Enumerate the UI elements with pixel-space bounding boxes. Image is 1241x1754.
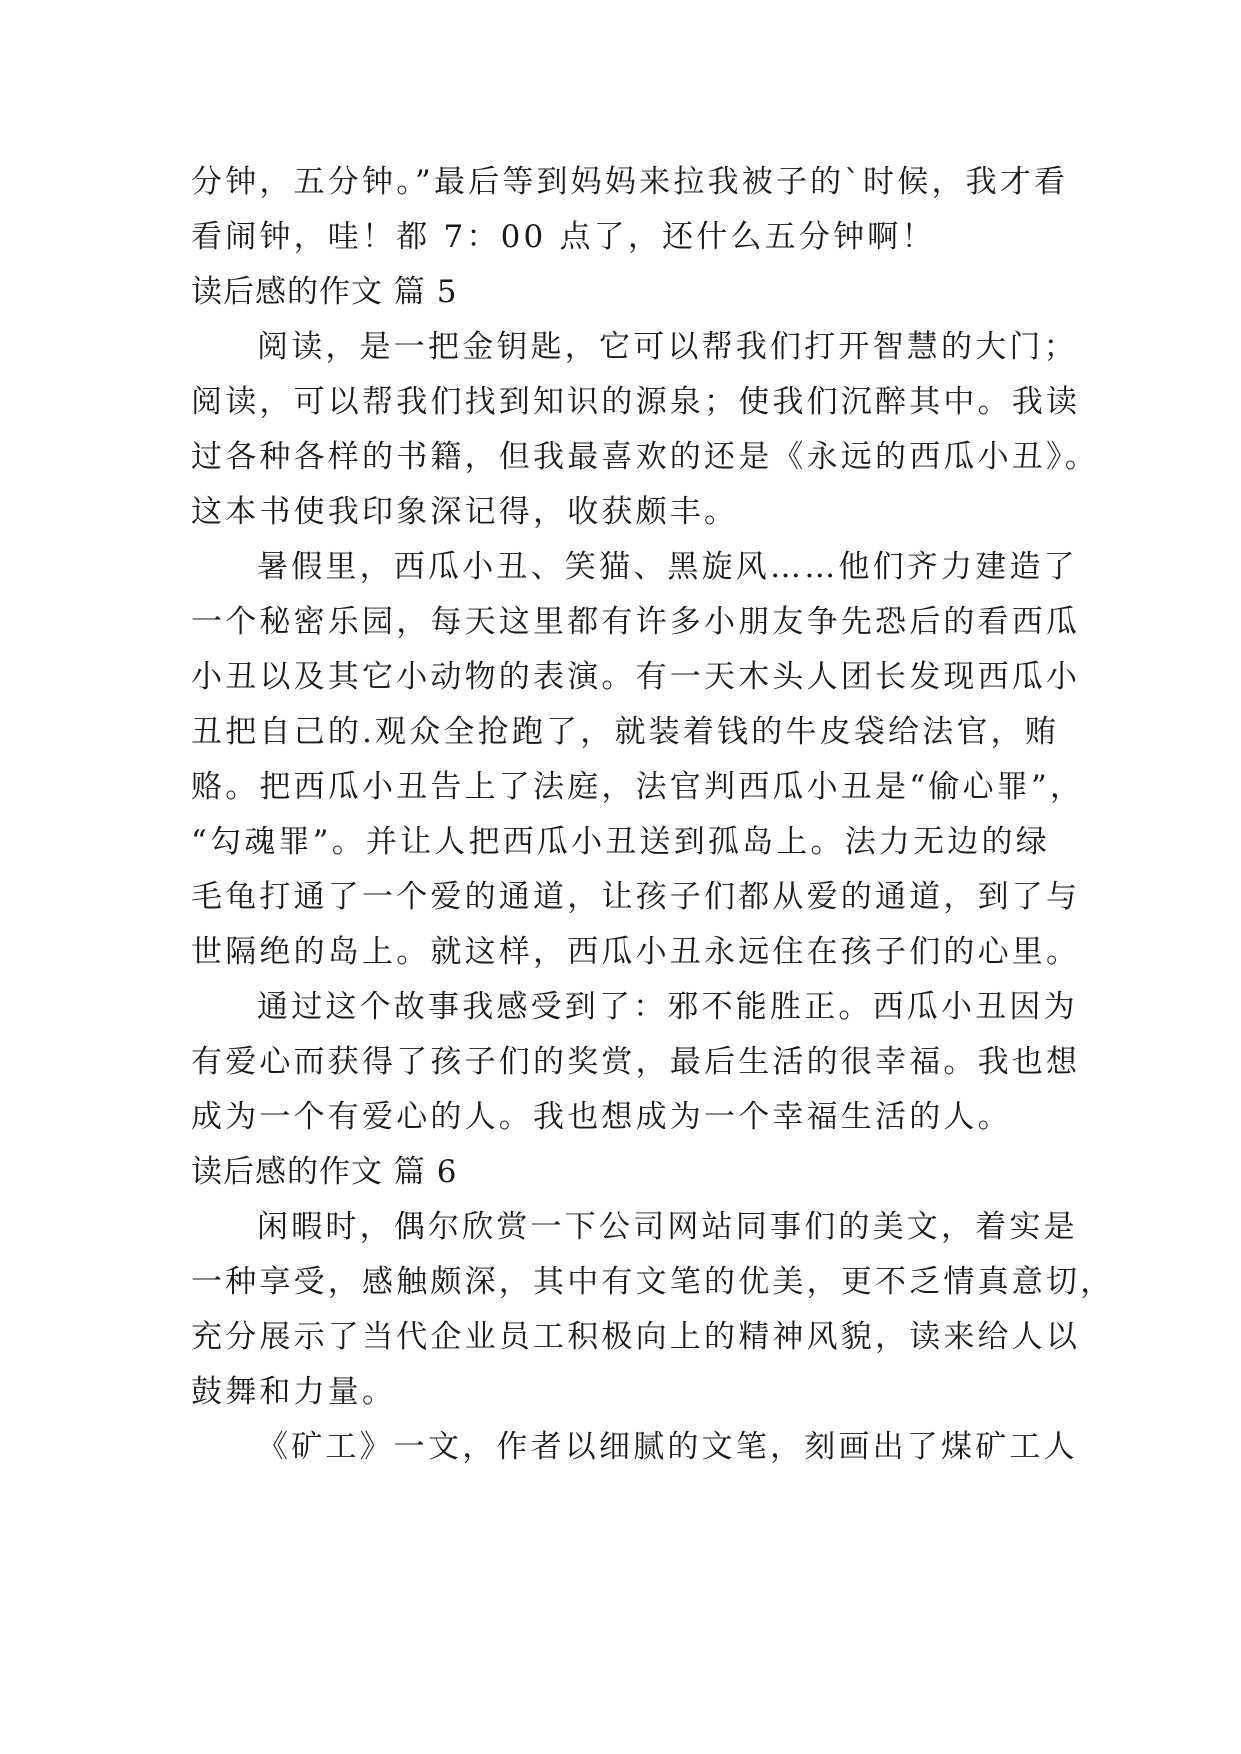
text-line: 一个秘密乐园，每天这里都有许多小朋友争先恐后的看西瓜 (191, 604, 1081, 640)
text-line: 过各种各样的书籍，但我最喜欢的还是《永远的西瓜小丑》。 (191, 439, 1099, 475)
text-line: 赂。把西瓜小丑告上了法庭，法官判西瓜小丑是“偷心罪”， (191, 769, 1085, 805)
text-line: 一种享受，感触颇深，其中有文笔的优美，更不乏情真意切， (191, 1264, 1115, 1300)
text-line: 《矿工》一文，作者以细腻的文笔，刻画出了煤矿工人 (257, 1429, 1078, 1465)
text-line: 看闹钟，哇！都 7：00 点了，还什么五分钟啊！ (191, 219, 936, 255)
text-line: 成为一个有爱心的人。我也想成为一个幸福生活的人。 (191, 1099, 1012, 1135)
document-page (191, 155, 1115, 1475)
text-line: 小丑以及其它小动物的表演。有一天木头人团长发现西瓜小 (191, 659, 1081, 695)
text-line: 暑假里，西瓜小丑、笑猫、黑旋风……他们齐力建造了 (257, 549, 1078, 585)
text-line: 世隔绝的岛上。就这样，西瓜小丑永远住在孩子们的心里。 (191, 934, 1081, 970)
text-line: 闲暇时，偶尔欣赏一下公司网站同事们的美文，着实是 (257, 1209, 1078, 1245)
text-line: 通过这个故事我感受到了：邪不能胜正。西瓜小丑因为 (257, 989, 1078, 1025)
section-heading: 读后感的作文 篇 5 (191, 274, 458, 310)
text-line: 鼓舞和力量。 (191, 1374, 397, 1410)
text-line: 这本书使我印象深记得，收获颇丰。 (191, 494, 739, 530)
text-line: 阅读，是一把金钥匙，它可以帮我们打开智慧的大门； (257, 329, 1078, 365)
text-line: 阅读，可以帮我们找到知识的源泉；使我们沉醉其中。我读 (191, 384, 1081, 420)
section-heading: 读后感的作文 篇 6 (191, 1154, 458, 1190)
text-line: 有爱心而获得了孩子们的奖赏，最后生活的很幸福。我也想 (191, 1044, 1081, 1080)
text-line: 丑把自己的.观众全抢跑了，就装着钱的牛皮袋给法官，贿 (191, 714, 1060, 750)
text-line: 充分展示了当代企业员工积极向上的精神风貌，读来给人以 (191, 1319, 1081, 1355)
text-line: 分钟，五分钟。”最后等到妈妈来拉我被子的`时候，我才看 (191, 164, 1069, 200)
text-line: 毛龟打通了一个爱的通道，让孩子们都从爱的通道，到了与 (191, 879, 1081, 915)
text-line: “勾魂罪”。并让人把西瓜小丑送到孤岛上。法力无边的绿 (191, 824, 1050, 860)
